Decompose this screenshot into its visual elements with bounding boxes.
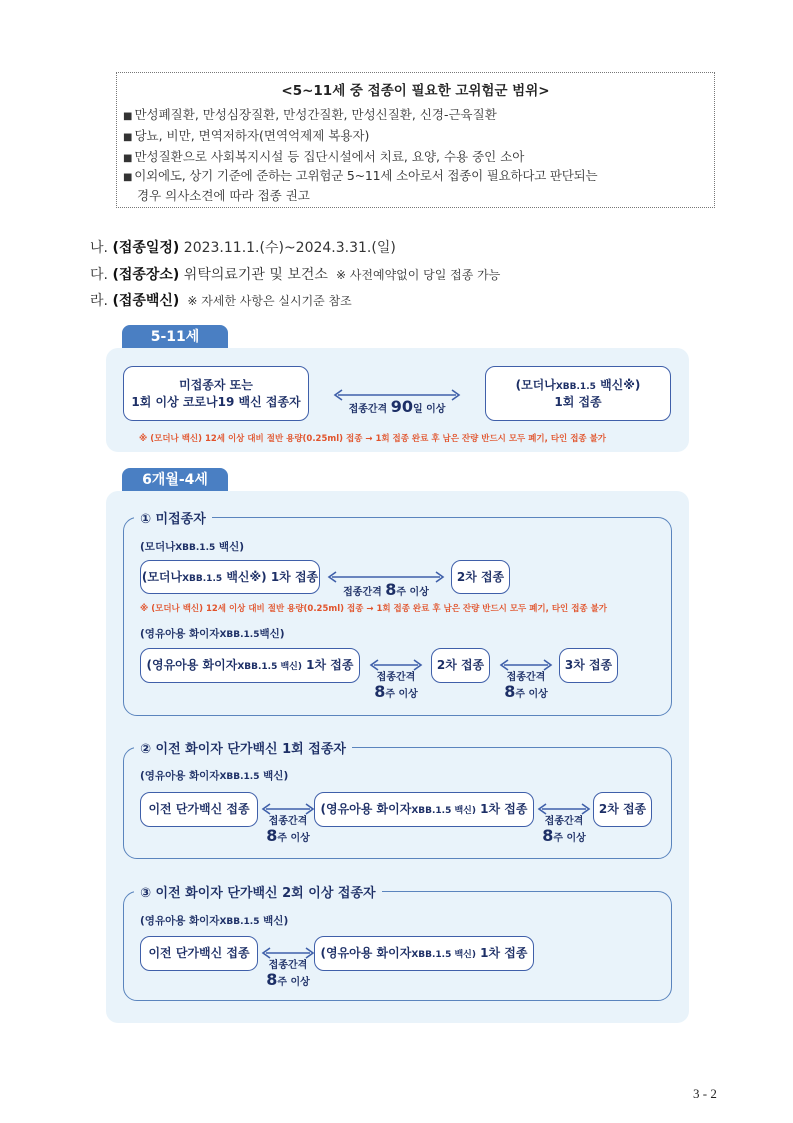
- interval-moderna: 접종간격 8주 이상: [343, 580, 429, 599]
- page-number: 3 - 2: [693, 1086, 717, 1101]
- moderna-first-dose-box: (모더나XBB.1.5 백신※) 1차 접종: [140, 560, 320, 594]
- interval-pfizer-2: 접종간격 8주 이상: [504, 672, 548, 701]
- interval-group2-2: 접종간격 8주 이상: [542, 816, 586, 845]
- tab-6m-4: 6개월-4세: [122, 468, 228, 492]
- info-schedule: 나. (접종일정) 2023.11.1.(수)~2024.3.31.(일): [90, 240, 396, 256]
- risk-item: ■ 만성질환으로 사회복지시설 등 집단시설에서 치료, 요양, 수용 중인 소아: [123, 149, 525, 164]
- risk-item: ■ 만성폐질환, 만성심장질환, 만성간질환, 만성신질환, 신경-근육질환: [123, 107, 497, 122]
- arrow-group3: [260, 946, 316, 960]
- group3-prev-dose-box: 이전 단가백신 접종: [140, 936, 258, 971]
- group2-vaccine-label: (영유아용 화이자XBB.1.5 백신): [140, 770, 289, 782]
- risk-group-title: <5~11세 중 접종이 필요한 고위험군 범위>: [281, 83, 550, 99]
- arrow-pfizer-2: [498, 658, 554, 672]
- tab-5-11: 5-11세: [122, 325, 228, 349]
- group2-second-dose-box: 2차 접종: [593, 792, 652, 827]
- moderna-warning-2: ※ (모더나 백신) 12세 이상 대비 절반 용량(0.25ml) 접종 → 1회 접종 완료 후 남은 잔량 반드시 모두 폐기, 타인 접종 불가: [140, 604, 608, 614]
- group2-title: ② 이전 화이자 단가백신 1회 접종자: [134, 738, 352, 757]
- moderna-label: (모더나XBB.1.5 백신): [140, 541, 245, 553]
- risk-group-box: [116, 72, 715, 208]
- interval-group3: 접종간격 8주 이상: [266, 960, 310, 989]
- arrow-pfizer-1: [368, 658, 424, 672]
- group3-first-dose-box: (영유아용 화이자XBB.1.5 백신) 1차 접종: [314, 936, 534, 971]
- group1-title: ① 미접종자: [134, 508, 212, 527]
- pfizer-label: (영유아용 화이자XBB.1.5백신): [140, 628, 285, 640]
- arrow-group2-2: [536, 802, 592, 816]
- moderna-second-dose-box: 2차 접종: [451, 560, 510, 594]
- moderna-one-dose-box: (모더나XBB.1.5 백신※) 1회 접종: [485, 366, 671, 421]
- group2-prev-dose-box: 이전 단가백신 접종: [140, 792, 258, 827]
- group2-first-dose-box: (영유아용 화이자XBB.1.5 백신) 1차 접종: [314, 792, 534, 827]
- risk-item-continuation: 경우 의사소견에 따라 접종 권고: [137, 188, 310, 203]
- group3-title: ③ 이전 화이자 단가백신 2회 이상 접종자: [134, 882, 382, 901]
- interval-90days: 접종간격 90일 이상: [348, 397, 446, 416]
- arrow-group2-1: [260, 802, 316, 816]
- moderna-warning: ※ (모더나 백신) 12세 이상 대비 절반 용량(0.25ml) 접종 → 1회 접종 완료 후 남은 잔량 반드시 모두 폐기, 타인 접종 불가: [139, 434, 607, 444]
- info-place: 다. (접종장소) 위탁의료기관 및 보건소 ※ 사전예약없이 당일 접종 가능: [90, 267, 501, 283]
- pfizer-second-dose-box: 2차 접종: [431, 648, 490, 683]
- interval-pfizer-1: 접종간격 8주 이상: [374, 672, 418, 701]
- risk-item: ■ 당뇨, 비만, 면역저하자(면역억제제 복용자): [123, 128, 370, 143]
- pfizer-first-dose-box: (영유아용 화이자XBB.1.5 백신) 1차 접종: [140, 648, 360, 683]
- group3-vaccine-label: (영유아용 화이자XBB.1.5 백신): [140, 915, 289, 927]
- pfizer-third-dose-box: 3차 접종: [559, 648, 618, 683]
- unvaccinated-box: 미접종자 또는 1회 이상 코로나19 백신 접종자: [123, 366, 309, 421]
- interval-group2-1: 접종간격 8주 이상: [266, 816, 310, 845]
- info-vaccine: 라. (접종백신) ※ 자세한 사항은 실시기준 참조: [90, 293, 352, 309]
- risk-item: ■ 이외에도, 상기 기준에 준하는 고위험군 5~11세 소아로서 접종이 필요하다고 판단되는: [123, 168, 598, 183]
